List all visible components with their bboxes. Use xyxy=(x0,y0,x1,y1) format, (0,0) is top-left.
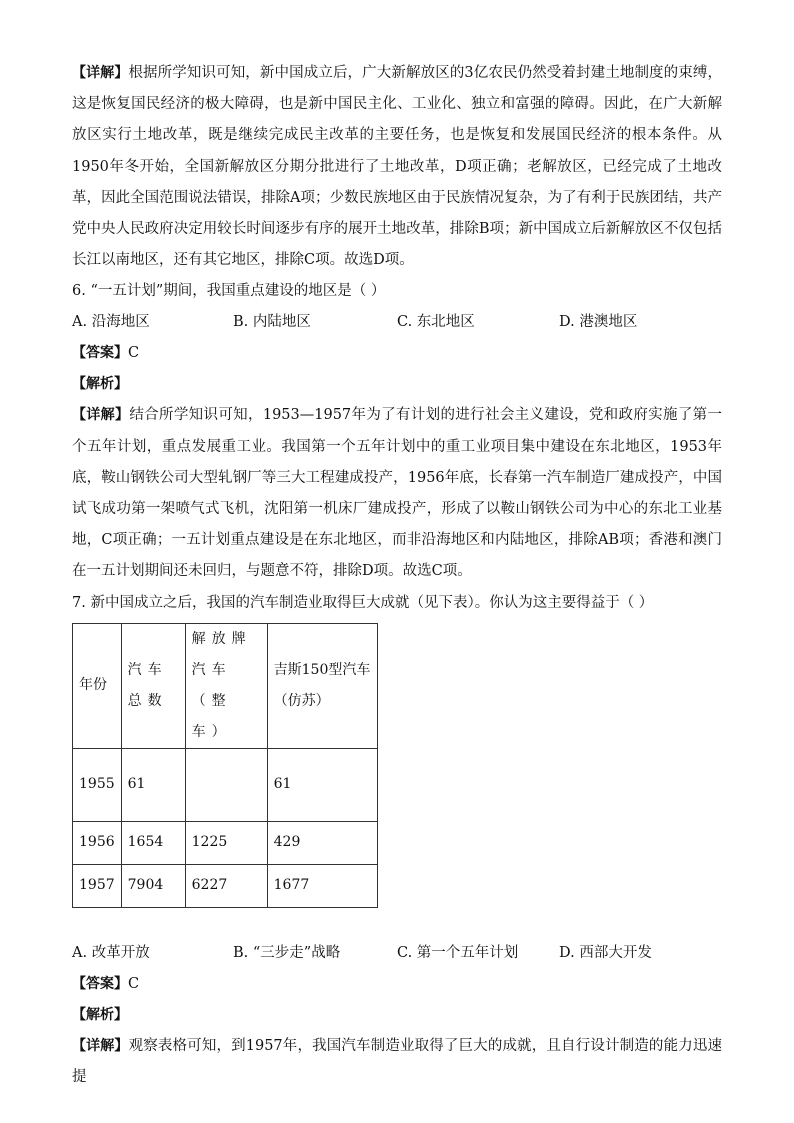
table-row xyxy=(73,821,378,864)
question-7-answer xyxy=(72,969,722,1000)
prev-detail-paragraph xyxy=(72,58,722,276)
option-c: C. 第一个五年计划 xyxy=(397,944,519,961)
header-zis150: 吉斯150型汽车（仿苏） xyxy=(267,623,377,748)
question-6-analysis xyxy=(72,369,722,400)
header-jiefang: 解放牌汽车（整车） xyxy=(185,623,267,748)
header-total: 汽车总数 xyxy=(121,623,185,748)
option-b: B. “三步走”战略 xyxy=(233,944,341,961)
answer-tag: 【答案】 xyxy=(72,345,128,362)
question-6-answer xyxy=(72,338,722,369)
table-row xyxy=(73,864,378,907)
cell-year: 1957 xyxy=(73,864,122,907)
detail-text: 结合所学知识可知，1953—1957年为了有计划的进行社会主义建设，党和政府实施了第一个五年计划，重点发展重工业。我国第一个五年计划中的重工业项目集中建设在东北地区，1953年底，鞍山钢铁公司大型轧钢厂等三大工程建成投产，1956年底，长春第一汽车制造厂建成投产，中国试飞成功第一架喷气式飞机，沈阳第一机床厂建成投产，形成了以鞍山钢铁公司为中心的东北工业基地，C项正确；一五计划重点建设是在东北地区，而非沿海地区和内陆地区，排除AB项；香港和澳门在一五计划期间还未回归，与题意不符，排除D项。故选C项。 xyxy=(72,407,722,580)
question-7-options xyxy=(72,938,722,969)
option-b: B. 内陆地区 xyxy=(233,314,311,331)
cell-year: 1956 xyxy=(73,821,122,864)
answer-value: C xyxy=(128,345,140,362)
detail-tag: 【详解】 xyxy=(72,407,130,424)
question-7-stem: 7. 新中国成立之后，我国的汽车制造业取得巨大成就（见下表）。你认为这主要得益于（ ） xyxy=(72,594,654,611)
analysis-tag: 【解析】 xyxy=(72,376,128,393)
option-a: A. 改革开放 xyxy=(72,944,150,961)
document-page xyxy=(72,58,722,1093)
cell-jiefang: 1225 xyxy=(185,821,267,864)
cell-total: 7904 xyxy=(121,864,185,907)
cell-jiefang: 6227 xyxy=(185,864,267,907)
question-6-stem: 6. “一五计划”期间，我国重点建设的地区是（ ） xyxy=(72,283,386,300)
table-header-row xyxy=(73,623,378,748)
answer-value: C xyxy=(128,975,140,992)
cell-zis150: 429 xyxy=(267,821,377,864)
detail-text: 观察表格可知，到1957年，我国汽车制造业取得了巨大的成就，且自行设计制造的能力迅速提 xyxy=(72,1037,723,1085)
analysis-tag: 【解析】 xyxy=(72,1006,128,1023)
car-production-table xyxy=(72,623,378,908)
option-c: C. 东北地区 xyxy=(397,314,475,331)
option-d: D. 西部大开发 xyxy=(559,944,652,961)
question-7-detail xyxy=(72,1031,722,1093)
cell-total: 1654 xyxy=(121,821,185,864)
cell-jiefang xyxy=(185,748,267,821)
cell-zis150: 1677 xyxy=(267,864,377,907)
question-7-analysis xyxy=(72,1000,722,1031)
table-row xyxy=(73,748,378,821)
detail-text: 根据所学知识可知，新中国成立后，广大新解放区的3亿农民仍然受着封建土地制度的束缚，这是恢复国民经济的极大障碍，也是新中国民主化、工业化、独立和富强的障碍。因此，在广大新解放区实行土地改革，既是继续完成民主改革的主要任务，也是恢复和发展国民经济的根本条件。从1950年冬开始，全国新解放区分期分批进行了土地改革，D项正确；老解放区，已经完成了土地改革，因此全国范围说法错误，排除A项；少数民族地区由于民族情况复杂，为了有利于民族团结，共产党中央人民政府决定用较长时间逐步有序的展开土地改革，排除B项；新中国成立后新解放区不仅包括长江以南地区，还有其它地区，排除C项。故选D项。 xyxy=(72,65,722,269)
option-a: A. 沿海地区 xyxy=(72,314,150,331)
detail-tag: 【详解】 xyxy=(72,1037,129,1054)
cell-total: 61 xyxy=(121,748,185,821)
header-year: 年份 xyxy=(73,623,122,748)
question-6-detail xyxy=(72,400,722,587)
detail-tag: 【详解】 xyxy=(72,65,129,81)
option-d: D. 港澳地区 xyxy=(559,314,638,331)
cell-year: 1955 xyxy=(73,748,122,821)
question-6-options xyxy=(72,307,722,338)
cell-zis150: 61 xyxy=(267,748,377,821)
answer-tag: 【答案】 xyxy=(72,975,128,992)
